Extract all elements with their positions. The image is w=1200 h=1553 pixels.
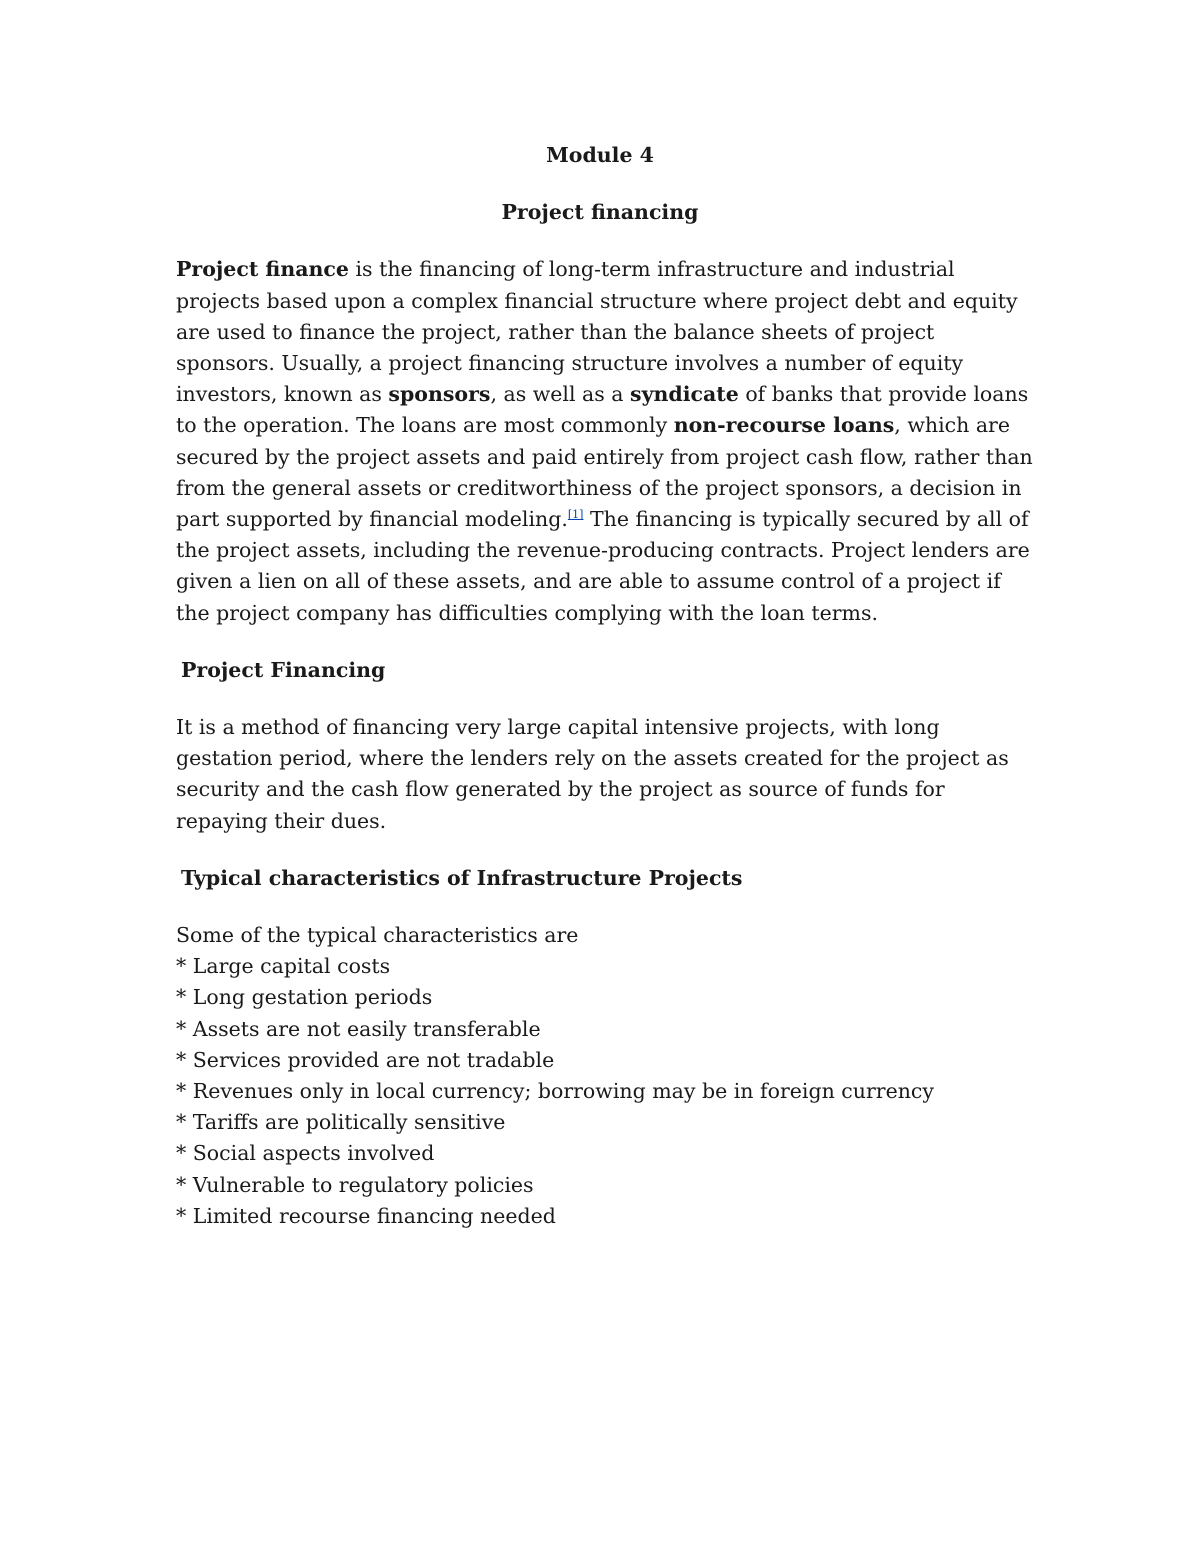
- module-title: Module 4: [546, 143, 654, 167]
- characteristics-list: [176, 951, 1036, 1232]
- document-subtitle: Project financing: [501, 200, 699, 225]
- intro-text-4: , which are secured by the project assets and paid entirely from project cash flow, rather than from the general assets or creditworthiness of the project sponsors, a decision in part supported by financial modeling.: [176, 413, 1033, 531]
- section-heading-project-financing: Project Financing: [181, 657, 386, 682]
- intro-text-5: The financing is typically secured by all of the project assets, including the revenue-producing contracts. Project lenders are given a lien on all of these assets, and are able to assume control of a project if the project company has difficulties complying with the loan terms.: [176, 507, 1030, 625]
- list-item: * Revenues only in local currency; borrowing may be in foreign currency: [176, 1079, 934, 1104]
- list-item: * Assets are not easily transferable: [176, 1016, 541, 1041]
- section-body-project-financing: It is a method of financing very large capital intensive projects, with long gestation period, where the lenders rely on the assets created for the project as security and the cash flow generated by the project as source of funds for repaying their dues.: [176, 715, 1009, 833]
- list-item: * Limited recourse financing needed: [176, 1203, 556, 1228]
- list-item: * Long gestation periods: [176, 985, 433, 1010]
- document-body: [176, 140, 1036, 1232]
- term-syndicate: syndicate: [630, 382, 739, 407]
- intro-text-3: of banks that provide loans to the operation. The loans are most commonly: [176, 382, 1029, 438]
- term-sponsors: sponsors: [388, 382, 491, 407]
- intro-text-2: , as well as a: [490, 382, 631, 407]
- list-item: * Services provided are not tradable: [176, 1047, 555, 1072]
- citation-link[interactable]: [1]: [567, 508, 584, 522]
- list-item: * Tariffs are politically sensitive: [176, 1110, 506, 1135]
- intro-paragraph: [176, 254, 1036, 628]
- section-heading-characteristics: Typical characteristics of Infrastructure Projects: [181, 865, 743, 890]
- term-project-finance: Project finance: [176, 257, 349, 282]
- list-item: * Social aspects involved: [176, 1141, 435, 1166]
- list-item: * Vulnerable to regulatory policies: [176, 1172, 534, 1197]
- intro-text-1: is the financing of long-term infrastructure and industrial projects based upon a complex financial structure where project debt and equity are used to finance the project, rather than the balance sheets of project sponsors. Usually, a project financing structure involves a number of equity investors, known as: [176, 257, 1018, 407]
- characteristics-lead: Some of the typical characteristics are: [176, 923, 579, 948]
- term-non-recourse-loans: non-recourse loans: [673, 413, 895, 438]
- list-item: * Large capital costs: [176, 954, 391, 979]
